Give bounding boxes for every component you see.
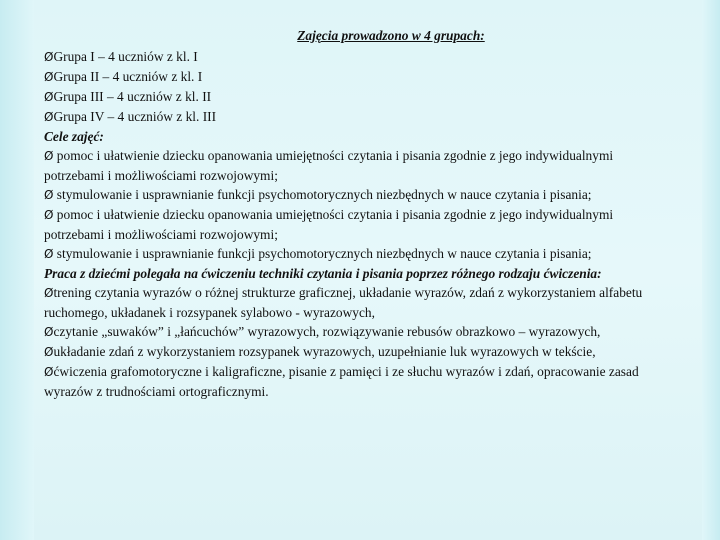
exercise-item: Øczytanie „suwaków” i „łańcuchów” wyrazowych, rozwiązywanie rebusów obrazkowo – wyrazowych, — [44, 324, 601, 339]
arrow-bullet-icon: Ø — [44, 345, 54, 359]
arrow-bullet-icon: Ø — [44, 286, 54, 300]
group-item: ØGrupa III – 4 uczniów z kl. II — [44, 89, 212, 104]
slide-title: Zajęcia prowadzono w 4 grupach: — [297, 28, 485, 43]
left-decor-bar — [0, 0, 34, 540]
arrow-bullet-icon: Ø — [44, 70, 54, 84]
arrow-bullet-icon: Ø — [44, 90, 54, 104]
group-item: ØGrupa IV – 4 uczniów z kl. III — [44, 109, 217, 124]
goal-item: Ø pomoc i ułatwienie dziecku opanowania umiejętności czytania i pisania zgodnie z jego indywidualnymi potrzebami i możliwościami rozwojowymi; — [44, 148, 614, 183]
slide-content — [44, 26, 674, 401]
exercise-item: Øtrening czytania wyrazów o różnej strukturze graficznej, układanie wyrazów, zdań z wykorzystaniem alfabetu ruchomego, układanek i rozsypanek sylabowo - wyrazowych, — [44, 285, 643, 320]
goal-item: Ø pomoc i ułatwienie dziecku opanowania umiejętności czytania i pisania zgodnie z jego indywidualnymi potrzebami i możliwościami rozwojowymi; — [44, 207, 614, 242]
arrow-bullet-icon: Ø — [44, 325, 54, 339]
goals-heading: Cele zajęć: — [44, 129, 104, 144]
work-heading: Praca z dziećmi polegała na ćwiczeniu techniki czytania i pisania poprzez różnego rodzaju ćwiczenia: — [44, 266, 602, 281]
group-item: ØGrupa II – 4 uczniów z kl. I — [44, 69, 203, 84]
goal-item: Ø stymulowanie i usprawnianie funkcji psychomotorycznych niezbędnych w nauce czytania i pisania; — [44, 187, 592, 202]
exercise-item: Øukładanie zdań z wykorzystaniem rozsypanek wyrazowych, uzupełnianie luk wyrazowych w tekście, — [44, 344, 596, 359]
goal-item: Ø stymulowanie i usprawnianie funkcji psychomotorycznych niezbędnych w nauce czytania i pisania; — [44, 246, 592, 261]
arrow-bullet-icon: Ø — [44, 110, 54, 124]
arrow-bullet-icon: Ø — [44, 208, 54, 222]
arrow-bullet-icon: Ø — [44, 365, 54, 379]
arrow-bullet-icon: Ø — [44, 149, 54, 163]
arrow-bullet-icon: Ø — [44, 247, 54, 261]
right-decor-bar — [702, 0, 720, 540]
arrow-bullet-icon: Ø — [44, 50, 54, 64]
arrow-bullet-icon: Ø — [44, 188, 54, 202]
exercise-item: Øćwiczenia grafomotoryczne i kaligraficzne, pisanie z pamięci i ze słuchu wyrazów i zdań, opracowanie zasad wyrazów z trudnościami ortograficznymi. — [44, 364, 639, 399]
group-item: ØGrupa I – 4 uczniów z kl. I — [44, 49, 198, 64]
